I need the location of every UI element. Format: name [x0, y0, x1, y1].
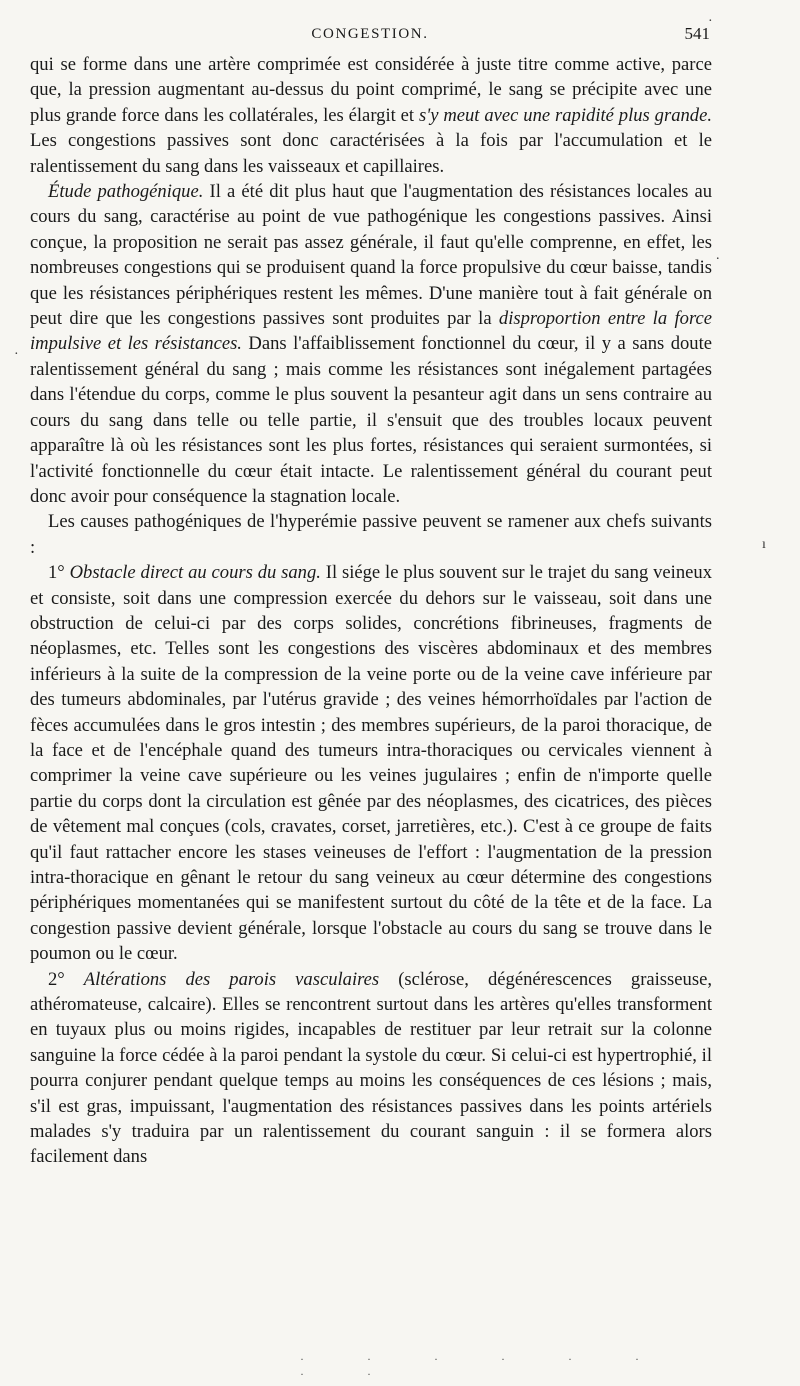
text-run: 2°: [48, 968, 84, 990]
italic-run: Altérations des parois vasculaires: [83, 968, 380, 990]
paragraph: [30, 967, 712, 1170]
text-run: Les causes pathogéniques de l'hyperémie passive peuvent se ramener aux chefs suivants :: [30, 511, 712, 558]
paragraph: [30, 509, 712, 560]
italic-run: Obstacle direct au cours du sang.: [69, 562, 321, 584]
page-number: 541: [684, 24, 710, 43]
page-header: [30, 26, 710, 48]
margin-speck: ·: [14, 347, 19, 362]
text-run: qui se forme dans une artère comprimée est considérée à juste titre comme active, parce que, la pression augmentant au-dessus du point comprimé, le sang se précipite avec une plus grande force dans les collatérales, les élargit et: [30, 54, 712, 126]
text-run: (sclérose, dégénérescences graisseuse, athéromateuse, calcaire). Elles se rencontrent surtout dans les artères qu'elles transforment en tuyaux plus ou moins rigides, incapables de restituer par leur retrait sur la colonne sanguine la force cédée à la paroi pendant la systole du cœur. Si celui-ci est hypertrophié, il pourra conjurer pendant quelque temps au moins les conséquences de ces lésions ; mais, s'il est gras, impuissant, l'augmentation des résistances passives dans les points artériels malades s'y traduira par un ralentissement du courant sanguin : il se formera alors facilement dans: [30, 968, 712, 1168]
running-head: CONGESTION.: [311, 26, 429, 42]
paragraph: [30, 179, 712, 509]
margin-speck: .: [716, 248, 720, 263]
italic-run: s'y meut avec une rapidité plus grande.: [418, 104, 712, 126]
margin-speck: ı: [762, 537, 766, 552]
margin-speck: ·: [708, 14, 713, 29]
body-text: [30, 52, 712, 1170]
text-run: Il siége le plus souvent sur le trajet du sang veineux et consiste, soit dans une compression exercée du dehors sur le vaisseau, soit dans une obstruction de celui-ci par des corps solides, concrétions fibrineuses, fragments de néoplasmes, etc. Telles sont les congestions des viscères abdominaux et des membres inférieurs à la suite de la compression de la veine porte ou de la veine cave inférieure par des tumeurs abdominales, par l'utérus gravide ; des veines hémorrhoïdales par l'action de fèces accumulées dans le gros intestin ; des membres supérieurs, de la paroi thoracique, de la face et de l'encéphale quand des tumeurs intra-thoraciques ou cervicales viennent à comprimer la veine cave supérieure ou les veines jugulaires ; enfin de n'importe quelle partie du corps dont la circulation est gênée par des néoplasmes, des cicatrices, des pièces de vêtement mal conçues (cols, cravates, corset, jarretières, etc.). C'est à ce groupe de faits qu'il faut rattacher encore les stases veineuses de l'effort : l'augmentation de la pression intra-thoracique en gênant le retour du sang veineux au cœur détermine des congestions périphériques momentanées qui se manifestent surtout du côté de la tête et de la face. La congestion passive devient générale, lorsque l'obstacle au cours du sang se trouve dans le poumon ou le cœur.: [30, 562, 712, 965]
italic-run: Étude pathogénique.: [48, 181, 204, 203]
paragraph: [30, 52, 712, 179]
scan-specks: · · · · · · · ·: [300, 1352, 669, 1381]
italic-run: disproportion entre la force impulsive et les résistances.: [30, 308, 712, 355]
text-run: Les congestions passives sont donc caractérisées à la fois par l'accumulation et le ralentissement du sang dans les vaisseaux et capillaires.: [30, 130, 712, 177]
paragraph: [30, 560, 712, 967]
text-run: 1°: [48, 562, 70, 584]
text-run: Dans l'affaiblissement fonctionnel du cœur, il y a sans doute ralentissement général du sang ; mais comme les résistances sont inégalement partagées dans l'étendue du corps, comme le plus souvent la pesanteur agit dans un sens contraire au cours du sang dans telle ou telle partie, il s'ensuit que des troubles locaux peuvent apparaître là où les résistances sont les plus fortes, résistances qui seraient surmontées, si l'activité fonctionnelle du cœur était intacte. Le ralentissement général du courant peut donc avoir pour conséquence la stagnation locale.: [30, 333, 712, 507]
text-run: Il a été dit plus haut que l'augmentation des résistances locales au cours du sang, caractérise au point de vue pathogénique les congestions passives. Ainsi conçue, la proposition ne serait pas assez générale, il faut qu'elle comprenne, en effet, les nombreuses congestions qui se produisent quand la force propulsive du cœur baisse, tandis que les résistances périphériques restent les mêmes. D'une manière tout à fait générale on peut dire que les congestions passives sont produites par la: [30, 181, 712, 330]
